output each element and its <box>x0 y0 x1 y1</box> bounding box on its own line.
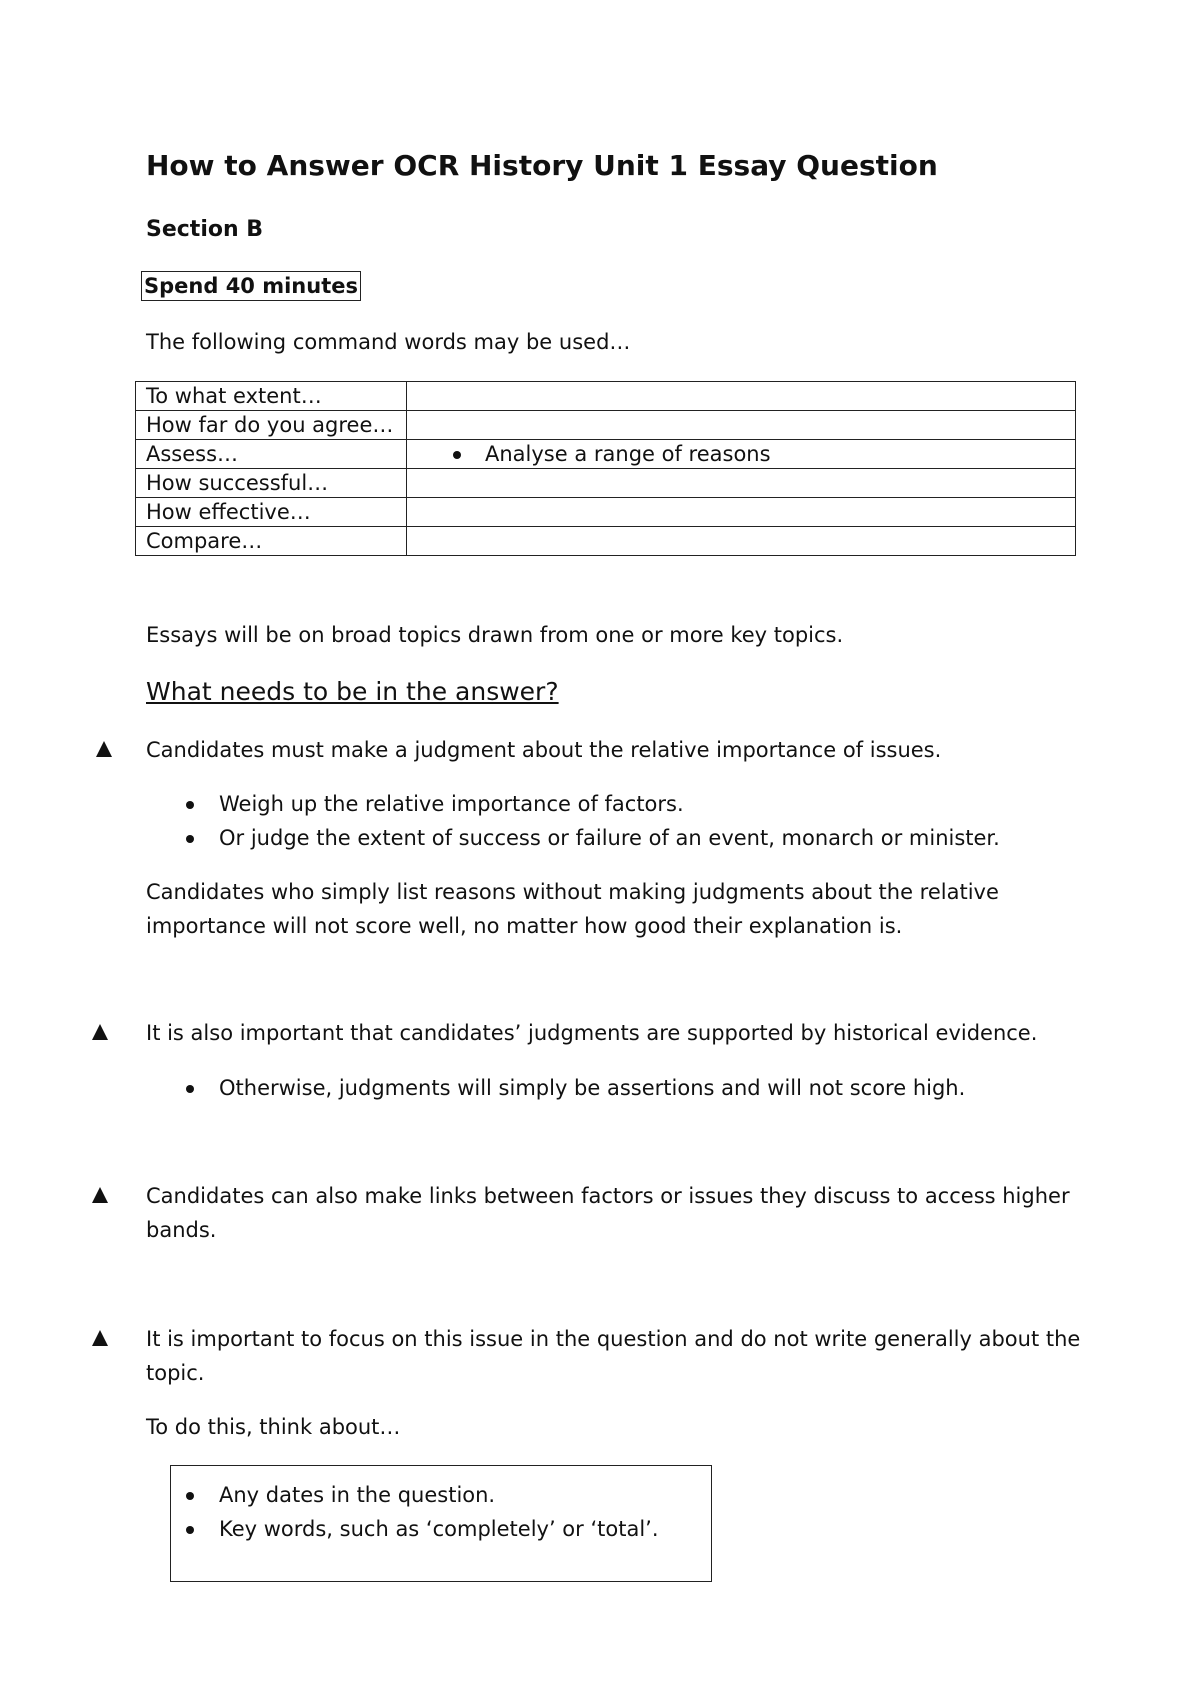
command-word: Assess… <box>136 440 407 469</box>
bullet-icon <box>186 835 194 843</box>
paragraph-line: importance will not score well, no matter how good their explanation is. <box>146 914 903 938</box>
answer-heading: What needs to be in the answer? <box>146 677 559 706</box>
list-item: Weigh up the relative importance of factors. <box>219 791 684 817</box>
command-note <box>407 382 1076 411</box>
arrow-bullet-icon <box>92 1330 108 1346</box>
list-item: Or judge the extent of success or failure of an event, monarch or minister. <box>219 825 1000 851</box>
list-item: Key words, such as ‘completely’ or ‘total’. <box>219 1516 659 1542</box>
intro-text: The following command words may be used… <box>146 330 631 354</box>
command-word: How far do you agree… <box>136 411 407 440</box>
time-box: Spend 40 minutes <box>141 271 361 301</box>
bullet-icon <box>186 1526 194 1534</box>
section-heading: Section B <box>146 217 264 242</box>
arrow-bullet-icon <box>92 1187 108 1203</box>
command-note <box>407 440 1076 469</box>
command-note <box>407 498 1076 527</box>
table-row <box>136 382 1076 411</box>
point-1-text: Candidates must make a judgment about the relative importance of issues. <box>146 738 942 762</box>
command-note <box>407 469 1076 498</box>
table-row <box>136 411 1076 440</box>
command-note <box>407 527 1076 556</box>
table-row <box>136 469 1076 498</box>
paragraph-line: Candidates who simply list reasons without making judgments about the relative <box>146 880 999 904</box>
command-note-text: Analyse a range of reasons <box>485 442 771 466</box>
bullet-icon <box>186 1085 194 1093</box>
think-about-text: To do this, think about… <box>146 1415 401 1439</box>
point-4-line: topic. <box>146 1361 205 1385</box>
point-4-line: It is important to focus on this issue in the question and do not write generally about the <box>146 1327 1081 1351</box>
arrow-bullet-icon <box>96 741 112 757</box>
table-row <box>136 527 1076 556</box>
command-word: Compare… <box>136 527 407 556</box>
point-2-text: It is also important that candidates’ judgments are supported by historical evidence. <box>146 1021 1038 1045</box>
table-row <box>136 440 1076 469</box>
bullet-icon <box>186 801 194 809</box>
point-3-line: bands. <box>146 1218 217 1242</box>
list-item: Otherwise, judgments will simply be assertions and will not score high. <box>219 1075 965 1101</box>
essays-note: Essays will be on broad topics drawn from one or more key topics. <box>146 623 844 647</box>
command-word: To what extent… <box>136 382 407 411</box>
bullet-icon <box>186 1492 194 1500</box>
point-3-line: Candidates can also make links between factors or issues they discuss to access higher <box>146 1184 1070 1208</box>
command-word: How effective… <box>136 498 407 527</box>
arrow-bullet-icon <box>92 1024 108 1040</box>
command-word: How successful… <box>136 469 407 498</box>
page-title: How to Answer OCR History Unit 1 Essay Question <box>146 149 938 182</box>
bullet-icon <box>453 451 461 459</box>
table-row <box>136 498 1076 527</box>
list-item: Any dates in the question. <box>219 1482 495 1508</box>
think-about-box <box>170 1465 712 1582</box>
command-words-table <box>135 381 1076 556</box>
command-note <box>407 411 1076 440</box>
